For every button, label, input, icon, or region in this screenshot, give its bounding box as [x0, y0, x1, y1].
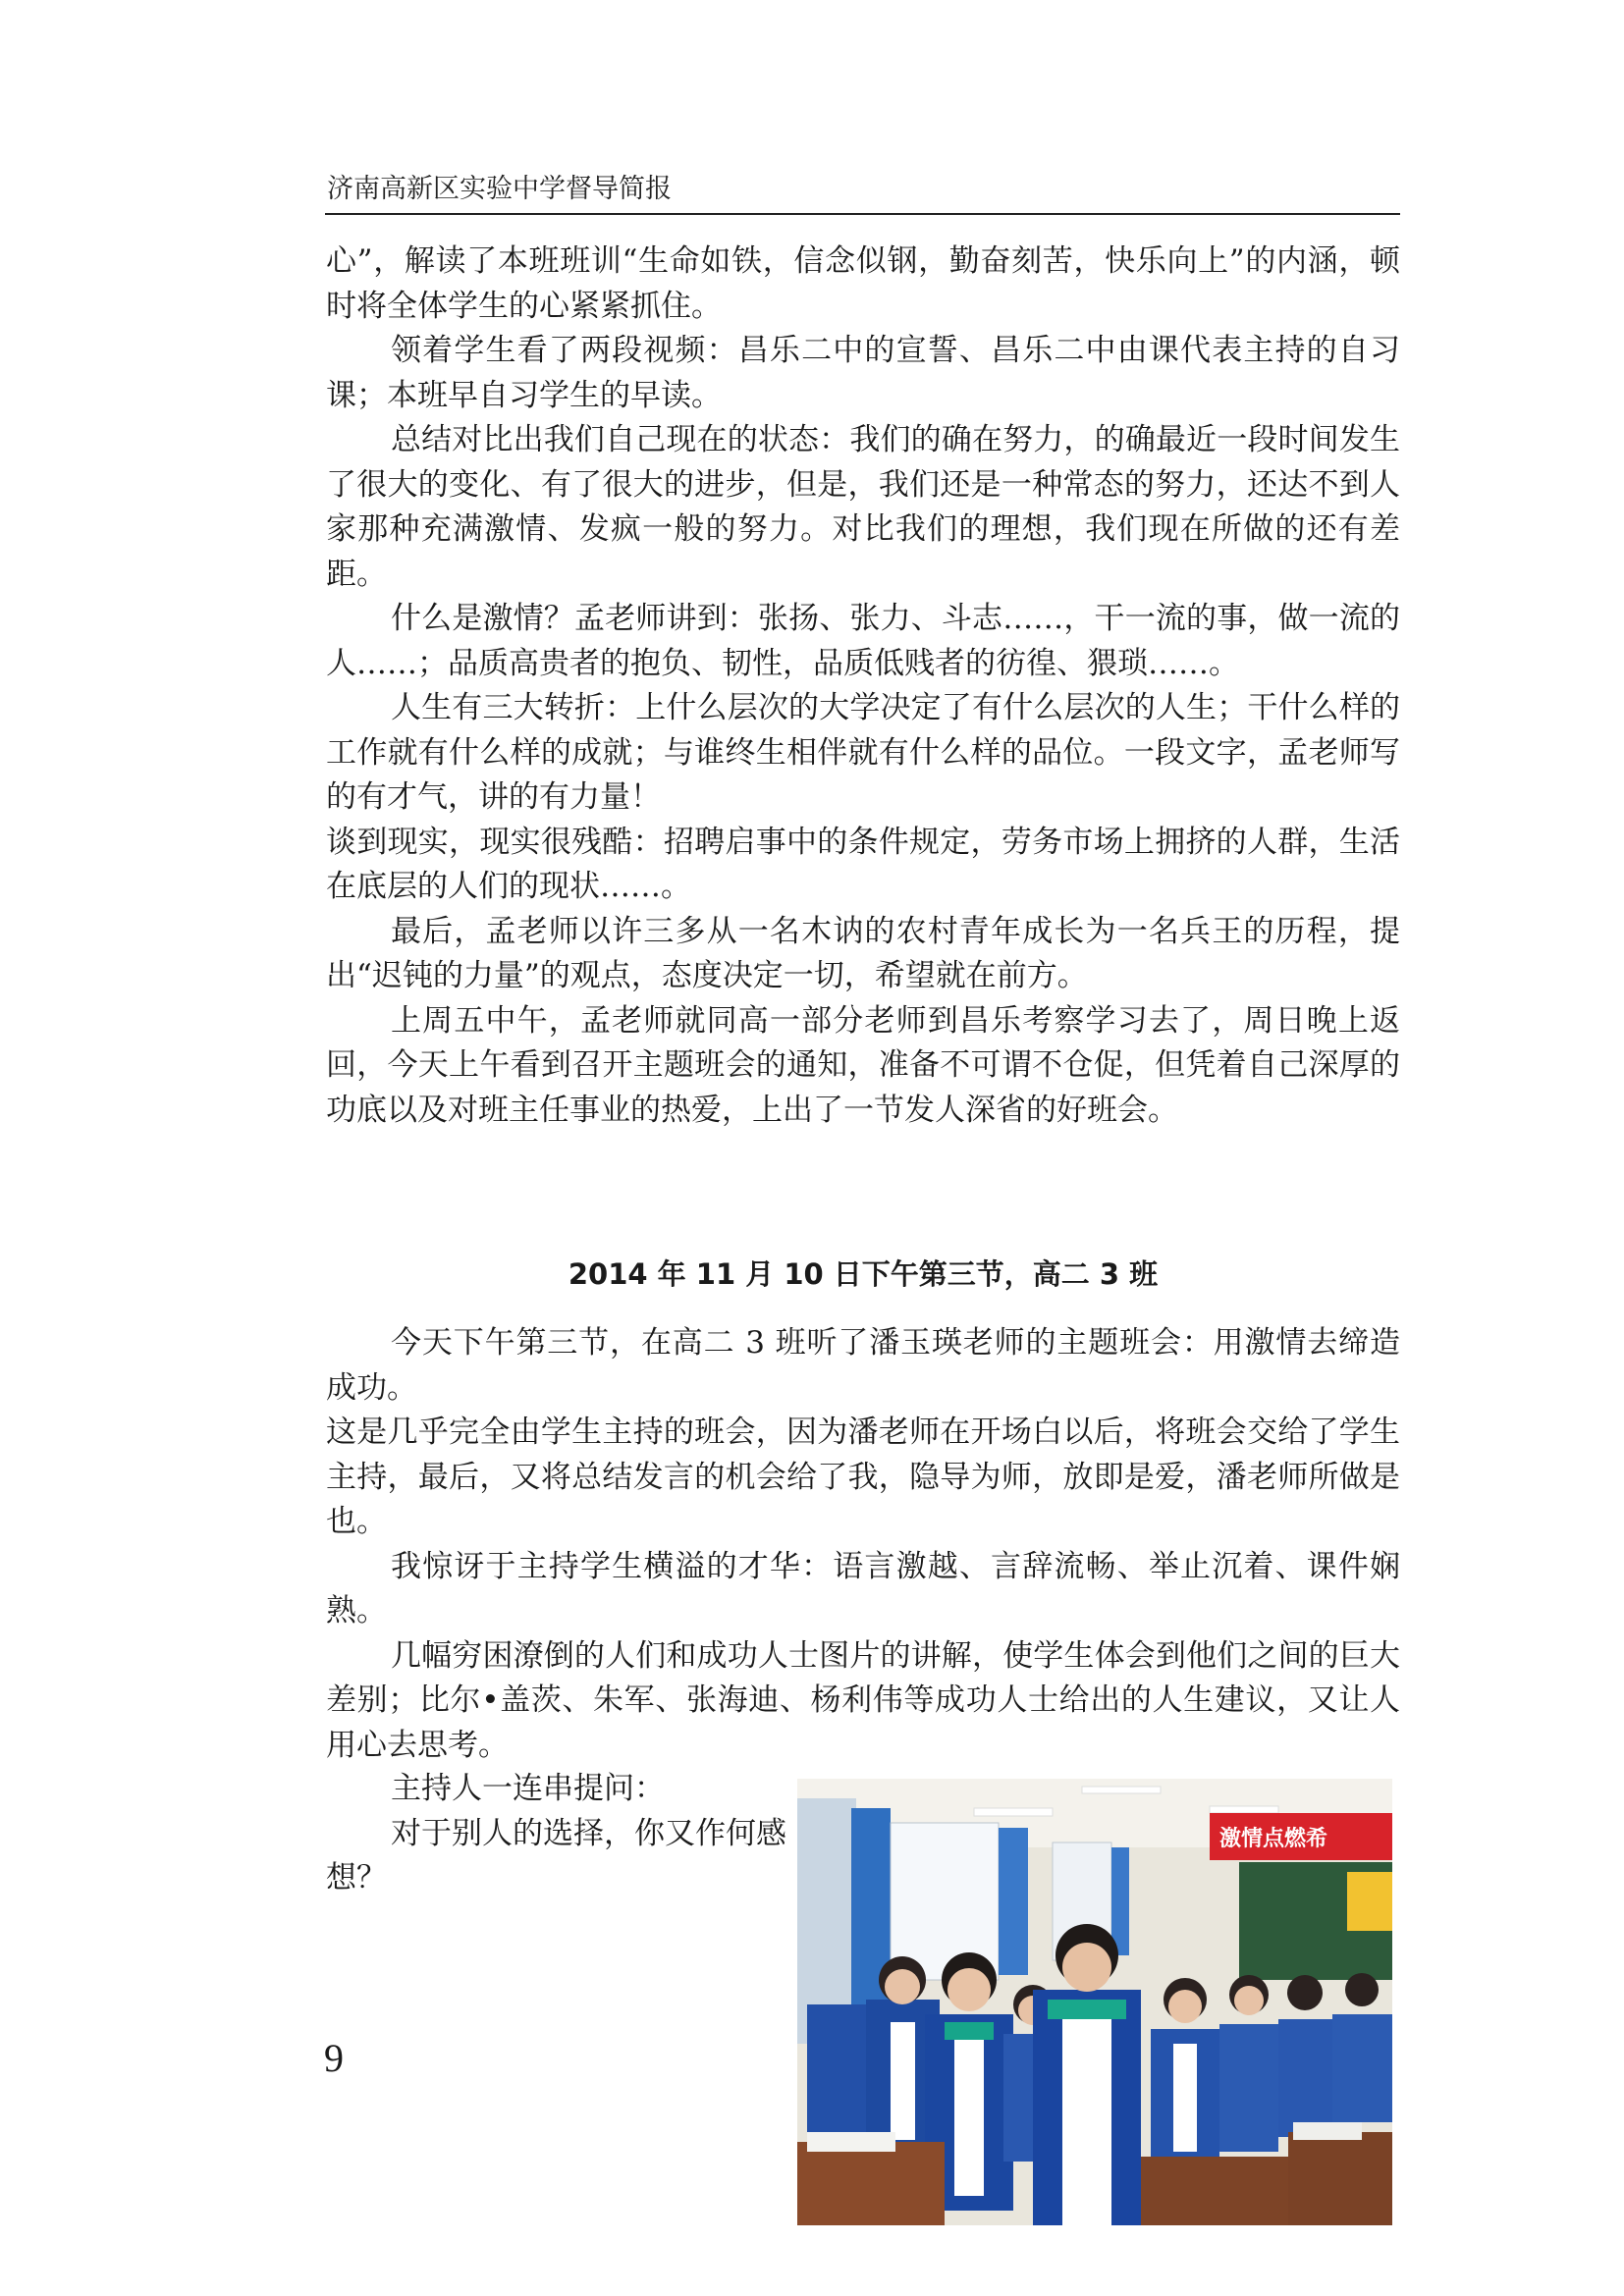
- section-2-body: [326, 1321, 1400, 1768]
- paragraph: 我惊讶于主持学生横溢的才华：语言激越、言辞流畅、举止沉着、课件娴熟。: [326, 1548, 1400, 1629]
- paragraph: 几幅穷困潦倒的人们和成功人士图片的讲解，使学生体会到他们之间的巨大差别；比尔•盖茨、朱军、张海迪、杨利伟等成功人士给出的人生建议，又让人用心去思考。: [326, 1637, 1400, 1763]
- paragraph: 总结对比出我们自己现在的状态：我们的确在努力，的确最近一段时间发生了很大的变化、有了很大的进步，但是，我们还是一种常态的努力，还达不到人家那种充满激情、发疯一般的努力。对比我们的理想，我们现在所做的还有差距。: [326, 422, 1400, 592]
- page-number: 9: [324, 2036, 344, 2080]
- section-2-heading: 2014 年 11 月 10 日下午第三节，高二 3 班: [568, 1257, 1159, 1291]
- paragraph: 主持人一连串提问：: [391, 1771, 665, 1806]
- paragraph: 人生有三大转折：上什么层次的大学决定了有什么层次的人生；干什么样的工作就有什么样的成就；与谁终生相伴就有什么样的品位。一段文字，孟老师写的有才气，讲的有力量！: [326, 690, 1400, 815]
- paragraph: 这是几乎完全由学生主持的班会，因为潘老师在开场白以后，将班会交给了学生主持，最后，又将总结发言的机会给了我，隐导为师，放即是爱，潘老师所做是也。: [326, 1415, 1400, 1539]
- paragraph: 什么是激情？孟老师讲到：张扬、张力、斗志……，干一流的事，做一流的人……；品质高贵者的抱负、韧性，品质低贱者的彷徨、猥琐……。: [326, 601, 1400, 681]
- header-rule: [325, 213, 1400, 215]
- section-1-body: [326, 240, 1400, 1133]
- paragraph: 谈到现实，现实很残酷：招聘启事中的条件规定，劳务市场上拥挤的人群，生活在底层的人们的现状……。: [326, 824, 1400, 904]
- banner-text: 激情点燃希: [1219, 1827, 1328, 1851]
- section-2-side-text: [326, 1767, 787, 1901]
- newsletter-title: 济南高新区实验中学督导简报: [327, 174, 672, 204]
- paragraph: 对于别人的选择，你又作何感想？: [326, 1815, 786, 1896]
- paragraph: 今天下午第三节，在高二 3 班听了潘玉瑛老师的主题班会：用激情去缔造成功。: [326, 1325, 1400, 1406]
- paragraph: 心”，解读了本班班训“生命如铁，信念似钢，勤奋刻苦，快乐向上”的内涵，顿时将全体学生的心紧紧抓住。: [326, 243, 1400, 324]
- classroom-photo: [797, 1779, 1392, 2225]
- paragraph: 领着学生看了两段视频：昌乐二中的宣誓、昌乐二中由课代表主持的自习课；本班早自习学生的早读。: [326, 333, 1400, 413]
- paragraph: 最后，孟老师以许三多从一名木讷的农村青年成长为一名兵王的历程，提出“迟钝的力量”的观点，态度决定一切，希望就在前方。: [326, 913, 1400, 993]
- paragraph: 上周五中午，孟老师就同高一部分老师到昌乐考察学习去了，周日晚上返回，今天上午看到召开主题班会的通知，准备不可谓不仓促，但凭着自己深厚的功底以及对班主任事业的热爱，上出了一节发人深省的好班会。: [326, 1002, 1400, 1128]
